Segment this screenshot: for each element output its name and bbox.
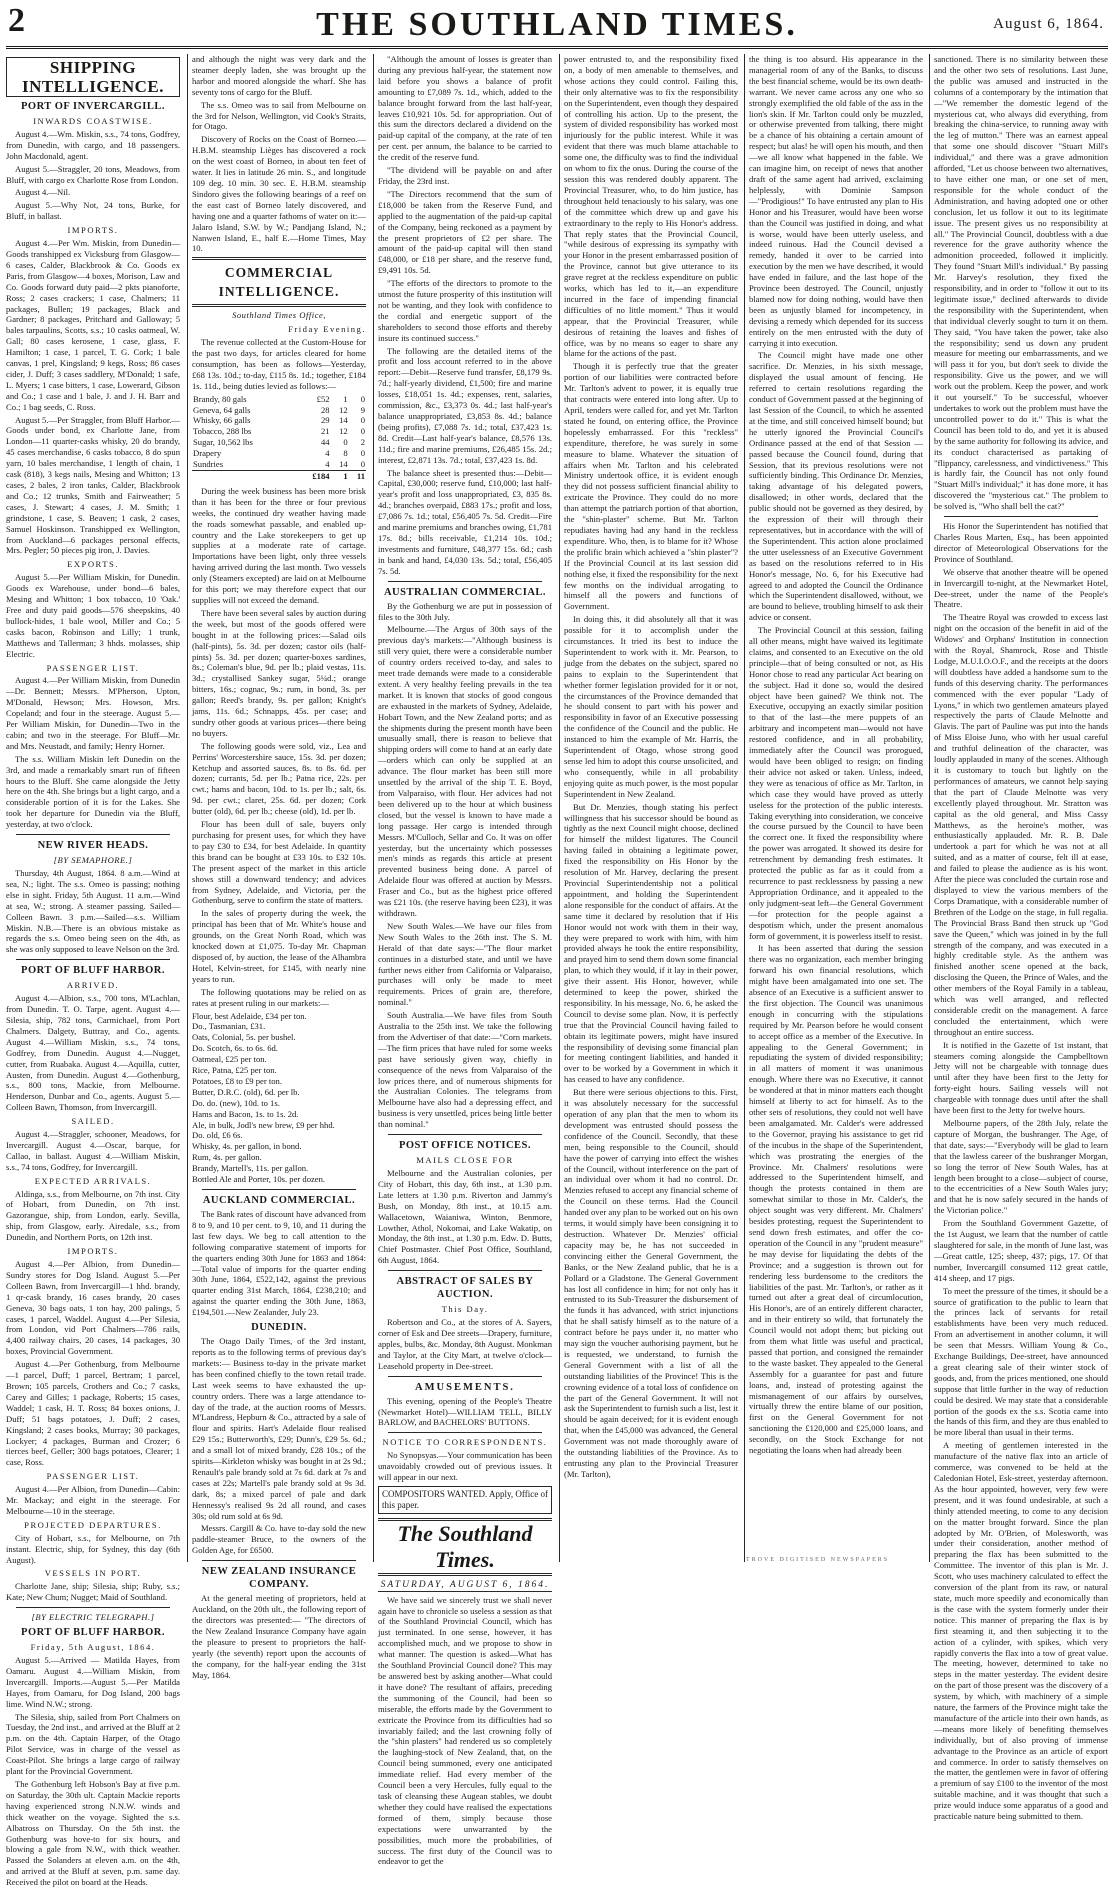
duty-pounds: 28	[320, 404, 330, 415]
bluff2-text: August 5.—Arrived — Matilda Hayes, from Oamaru. August 4.—William Miskin, from Invercargill. Imports.—August 5.—Per Matilda Hayes, from Oamaru, for Dog Island, 200 bags lime. Wind N.W.; strong.	[6, 1655, 180, 1709]
australian-intro: By the Gothenburg we are put in possession of files to the 30th July.	[378, 600, 552, 622]
lead-text: and although the night was very dark and the steamer deeply laden, she was brought up the harbor and moored alongside the wharf. She has seventy tons of cargo for the Bluff.	[192, 54, 366, 97]
footer-watermark: TROVE DIGITISED NEWSPAPERS	[746, 1557, 890, 1563]
column-4	[564, 54, 738, 1562]
duty-pounds: 4	[325, 459, 330, 470]
column-3	[378, 54, 552, 1867]
theatre-royal-note: The Theatre Royal was crowded to excess last night on the occasion of the benefit in aid of the Widows' and Orphans' Institution in connection with the Royal, Shamrock, Rose and Thistle Lodge, M.U.I.O.O.F., and the receipts at the doors will doubtless have added a handsome sum to the funds of this deserving charity. The performances commenced with the ever popular "Lady of Lyons," in which two gentlemen amateurs played respectively the parts of Claude Melnotte and Glavis. The part of Pauline was put into the hands of Miss Eloise Juno, who with her usual careful and truthful delineation of the character, was loudly applauded in many of the scenes. Although it is customary to touch but lightly on the performances of amateurs, we cannot help saying that the part of Claude Melnotte was very excellently played throughout. Mr. Stratton was capital as the old general, and Miss Cassy Matthews, as the heroine's mother, was enthusiastically applauded. Mr. R. B. Dale undertook a part for which he was not at all suited, and as a matter of course, felt ill at ease, and failed to please the audience as is his wont. After the piece was concluded the curtain rose and displayed to view the various members of the Corps Dramatique, with a considerable number of Brethren of the Lodge on the stage, in full regalia. The Provincial Brass Band then struck up "God save the Queen," which was joined in by the full strength of the company, and was executed in a highly creditable style. As the anthem was finished another scene opened at the back, disclosing the Queen, the Prince of Wales, and the other members of the Royal Family in a tableau, which was well arranged, and reflected considerable credit on the management. A farce concluded the entertainment, which were throughout an entire success.	[934, 612, 1108, 1037]
divider	[16, 959, 170, 960]
duty-item: Brandy, 80 gals	[193, 393, 247, 404]
divider	[192, 257, 366, 260]
passenger2-text: August 4.—Per Albion, from Dunedin—Cabin: Mr. Mackay; and eight in the steerage. For Melbourne—10 in the steerage.	[6, 1484, 180, 1516]
efforts-text: "The efforts of the directors to promote to the utmost the future prosperity of this institution will not be wanting, and they look with confidence to the cordial and energetic support of the shareholders to second those efforts and thereby insure its continued success."	[378, 278, 552, 343]
quotation-line: Do. do. (new), 10d. to 1s.	[192, 1097, 280, 1108]
shipping-heading: SHIPPING INTELLIGENCE.	[6, 57, 180, 97]
office-label: Southland Times Office,	[232, 310, 326, 321]
duty-pence: 0	[360, 393, 365, 404]
quotation-line: Do., Tasmanian, £31.	[192, 1021, 266, 1032]
post-heading: POST OFFICE NOTICES.	[398, 1140, 532, 1152]
inwards-entry: August 4.—Wm. Miskin, s.s., 74 tons, Godfrey, from Dunedin, with cargo, and 18 passengers. John Macdonald, agent.	[6, 128, 180, 161]
duty-total-pence: 11	[349, 471, 366, 482]
balance-text: The following are the detailed items of the profit and loss account referred to in the above report:—Debit—Reserve fund transfer, £8,179 9s. 7d.; half-yearly dividend, £1,500; fire and marine losses, £18,051 1s. 4d.; expenses, rent, salaries, commission, &c., £3,373 0s. 4d.; last half-year's balance unappropriated, £3,853 8s. 4d.; balance (being profits), £7,088 7s. 1d.; total, £37,423 1s. 8d. Credit—Last half-year's balance, £8,576 13s. 11d.; fire and marine premiums, £26,485 15s. 2d.; interest, £2,871 13s. 7d.; total, £37,423 1s. 8d.	[378, 345, 552, 465]
quotation-line: Do. old, £6 6s.	[192, 1130, 243, 1141]
wholesale-text: The following goods were sold, viz., Lea and Perrins' Worcestershire sauce, 15s. 3d. per dozen; Ketchup and assorted sauces, 8s. to 8s. 6d. per dozen; currants, 5d. per lb.; Patna rice, 22s. per cwt.; hams and bacon, 10d. to 1s. per lb.; salt, 6s. 9d. per cwt.; claret, 25s. 6d. per dozen; Cork butter (old), 6d. per lb.; cheese (old), 1d. per lb.	[192, 740, 366, 817]
leader-flag: The Southland Times.	[378, 1518, 552, 1576]
imports-text: August 4.—Per Wm. Miskin, from Dunedin—Goods transhipped ex Vicksburg from Glasgow—6 cases, Calder, Blackbrook & Co. Goods ex Paris, from Glasgow—4 boxes, Morison, Law and Co. Goods forward duty paid—2 pkts pianoforte, Ross; 2 cases crackers; 1 case, Chalmers; 11 packages, Bullen; 19 packages, Black and Gardner; 8 packages, Pritchard and Galloway; 5 bales tarpaulins, Scotts, s.s.; 10 casks oatmeal, W. Gall; 80 cases kerosene, 1 case, glass, F. Hamilton; 1 case, 1 parcel, T. G. Cork; 1 bale canvas, 1 prel, Kingsland; 9 kegs, Ross; 86 cases cider, J. Duff; 3 cases saddlery, M'Donald; 1 safe, L. Myers; 1 case bitters, 1 case, Lowerard, Gibson and Co.; 1 case and 1 bale, J. and J. H. Barr and Co.; 1 bag seeds, C. Ross.	[6, 238, 180, 412]
amusements-heading: AMUSEMENTS.	[415, 1381, 515, 1393]
notice-text: No Synopsyas.—Your communication has been unavoidably crowded out of previous issues. It will appear in our next.	[378, 1450, 552, 1483]
quotation-line: Hams and Bacon, 1s. to 1s. 2d.	[192, 1108, 299, 1119]
quotation-line: Rice, Patna, £25 per ton.	[192, 1065, 277, 1076]
duty-total-shillings: 1	[331, 471, 349, 482]
quotation-line: Whisky, 4s. per gallon, in bond.	[192, 1141, 302, 1152]
commercial-heading: COMMERCIAL INTELLIGENCE.	[218, 265, 340, 300]
silesia-text: The Silesia, ship, sailed from Port Chalmers on Tuesday, the 2nd inst., and arrived at the Bluff at 2 p.m. on the 4th. Captain Harper, of the Otago Pilot Service, was in charge of the vessel as Coast-Pilot. She brings a large cargo of railway plant for the Provincial Government.	[6, 1711, 180, 1777]
dunedin-heading: DUNEDIN.	[251, 1322, 307, 1334]
imports2-label: IMPORTS.	[67, 1246, 119, 1257]
quotation-line: Rum, 4s. per gallon.	[192, 1152, 262, 1163]
duty-pence: 0	[360, 459, 365, 470]
expected-label: EXPECTED ARRIVALS.	[34, 1175, 152, 1186]
duty-row	[192, 426, 366, 437]
port-heading: PORT OF INVERCARGILL.	[20, 101, 166, 112]
projected-text: City of Hobart, s.s., for Melbourne, on 7th instant. Electric, ship, for Sydney, this day (6th August).	[6, 1532, 180, 1565]
duty-pounds: 21	[320, 426, 330, 437]
inwards-entry: August 5.—Straggler, 20 tons, Meadows, from Bluff, with cargo ex Charlotte Rose from London.	[6, 163, 180, 185]
gothenburg-note: The Gothenburg left Hobson's Bay at five p.m. on Saturday, the 30th ult. Captain Mackie reports having experienced strong N.N.W. winds and thick weather on the voyage. Sighted the s.s. Albatross on Thursday. On the 5th inst. the Gothenburg was hove-to for six hours, and blowing a gale from N.W., with thick weather. Passed the Solanders at eleven a.m. on the 4th, and arrived at the Bluff at seven, p.m. same day. Received the pilot on board at the Heads.	[6, 1778, 180, 1888]
superintendent-note: His Honor the Superintendent has notified that Charles Rous Marten, Esq., has been appointed director of Meteorological Observations for the Province of Southland.	[934, 521, 1108, 564]
leader-date: SATURDAY, AUGUST 6, 1864.	[378, 1580, 552, 1592]
column-2	[192, 54, 366, 1680]
quotation-line: Do. Scotch, 6s. to 6s. 6d.	[192, 1043, 278, 1054]
mails-label: MAILS CLOSE FOR	[416, 1155, 514, 1166]
auckland-heading: AUCKLAND COMMERCIAL.	[202, 1195, 356, 1206]
duty-row	[192, 405, 366, 416]
quotation-line: Butter, D.R.C. (old), 6d. per lb.	[192, 1086, 300, 1097]
divider	[388, 1376, 542, 1377]
duty-row	[192, 437, 366, 448]
duty-shillings: 8	[343, 448, 348, 459]
inwards-entry: August 5.—Why Not, 24 tons, Burke, for Bluff, in ballast.	[6, 200, 180, 222]
duty-total-spacer	[192, 471, 298, 482]
sailed-label: SAILED.	[71, 1116, 115, 1127]
duty-pounds: £52	[316, 393, 330, 404]
duty-pence: 2	[360, 437, 365, 448]
duties-table	[192, 394, 366, 482]
duty-pounds: 29	[320, 415, 330, 426]
imports2-text: August 4.—Per Albion, from Dunedin—Sundry stores for Dog Island. August 5.—Per Colleen Bawn, from Invercargill—1 hhd. brandy, 1 qr-cask brandy, 16 cases brandy, 20 cases Geneva, 30 bags oats, 1 ton hay, 200 palings, 5 cases, 1 parcel, Waddel. August 4.—Per Silesia, from London, vid Port Chalmers—786 rails, 4,400 railway chairs, 20 cases, 14 packages, 30 boxes, Provincial Government.	[6, 1259, 180, 1357]
duty-row	[192, 394, 366, 405]
divider	[388, 1134, 542, 1135]
nsw-text: New South Wales.—We have our files from New South Wales to the 26th inst. The S. M. Herald of that date says:—"The flour market continues in a disturbed state, and until we have further news either from California or Valparaiso, purchases will only be made to meet requirements. Prices of grain are, therefore, nominal."	[378, 920, 552, 1008]
divider	[944, 516, 1098, 517]
duty-shillings: 12	[339, 426, 348, 437]
australian-heading: AUSTRALIAN COMMERCIAL.	[383, 586, 547, 598]
duty-item: Sundries	[193, 459, 224, 470]
revenue-text: The revenue collected at the Custom-House for the past two days, for articles cleared for home consumption, has been as follows—Yesterday, £68 13s. 10d.; to-day, £115 8s. 1d.; together, £184 1s. 11d., being duties levied as follows:—	[192, 337, 366, 391]
divider	[202, 1560, 356, 1561]
column-1	[6, 54, 180, 1888]
auckland-text: The Bank rates of discount have advanced from 8 to 9, and 10 per cent. to 9, 10, and 11 during the last few days. We beg to call attention to the following comparative statement of imports for the quarters ending 30th June for 1863 and 1864:—Total value of imports for the quarter ending 30th June, 1864, £522,142, against the previous quarter ending 31st March, 1864, £238,210; and against the quarter ending the 30th June, 1863, £194,501.—New Zealander, July 23.	[192, 1209, 366, 1318]
column-rule	[744, 54, 745, 1562]
exports-label: EXPORTS.	[67, 559, 119, 570]
this-day-label: This Day.	[441, 1304, 489, 1315]
leader-cont-7: The Council might have made one other sacrifice. Dr. Menzies, in his sixth message, displayed the usual amount of fencing. He referred to certain resolutions regarding the conduct of Government passed at the beginning of last Session of the Council, to which he assented at the time, and still conceived himself bound; but he utterly ignored the Provincial Council's Ordinance passed at the end of that Session — passed because the Council found, during that Session, that its previous resolutions were not sufficiently binding. This Ordinance Dr. Menzies, taking advantage of his delegated powers, disallowed; in other words, declared that the public should not be governed as they desired, by the expression of their will through their representatives, but in accordance with the will of the Superintendent. This action alone proclaimed the utter uselessness of an Executive Government as based on the resolutions referred to in His Honor's message, No. 6, for his Executive had agreed to and adopted the Council the Ordinance which the Superintendent disallowed, without, we are bound to believe, troubling himself to ask their advice or consent.	[749, 350, 923, 623]
divider	[16, 1607, 170, 1608]
melbourne-papers-note: Melbourne papers, of the 28th July, relate the capture of Morgan, the bushranger. The Age, of that date, says:—"Everybody will be glad to learn that the lawless career of the bushranger Morgan, so long the terror of New South Wales, has at length been brought to a close—subject of course, to the eccentricities of a New South Wales jury; and that he is now safely secured in the hands of the Victorian police."	[934, 1118, 1108, 1216]
newspaper-title: THE SOUTHLAND TIMES.	[316, 6, 798, 43]
hotel-note: We observe that another theatre will be opened in Invercargill to-night, at the Newmarket Hotel, Dee-street, under the name of the People's Theatre.	[934, 566, 1108, 610]
duty-row	[192, 448, 366, 459]
inwards-label: INWARDS COASTWISE.	[33, 116, 153, 126]
sa-text: South Australia.—We have files from South Australia to the 25th inst. We take the following from the Advertiser of that date:—"Corn markets.—The firm prices that have ruled for some weeks past have seriously given way, chiefly in consequence of the news from Valparaiso of the low prices there, and of numerous shipments for the Australian Colonies. The telegrams from Melbourne have also had a depressing effect, and business is very unsettled, prices being little better than nominal."	[378, 1010, 552, 1130]
duty-shillings: 14	[339, 415, 348, 426]
abstract-heading: ABSTRACT OF SALES BY AUCTION.	[396, 1276, 534, 1301]
columns	[6, 54, 1108, 1888]
masthead	[6, 4, 1108, 49]
divider	[388, 1270, 542, 1271]
passenger-label: PASSENGER LIST.	[46, 662, 140, 673]
sailed-text: August 4.—Straggler, schooner, Meadows, for Invercargill. August 4.—Oscar, barque, for Callao, in ballast. August 4.—William Miskin, s.s., 74 tons, Godfrey, for Invercargill.	[6, 1129, 180, 1172]
duty-pounds: 44	[320, 437, 330, 448]
projected-label: PROJECTED DEPARTURES.	[24, 1519, 162, 1530]
telegraph-label: [BY ELECTRIC TELEGRAPH.]	[31, 1612, 155, 1623]
arrived-text: August 4.—Albion, s.s., 700 tons, M'Lachlan, from Dunedin. T. O. Tarpe, agent. August 4.—Silesia, ship, 782 tons, Carmichael, from Port Chalmers. Dalgety, Buttray, and Co., agents. August 4.—William Miskin, s.s., 74 tons, Godfrey, from Dunedin. August 4.—Nugget, cutter, from Ruabaka. August 4.—Aquilla, cutter, Austen, from Dunedin. August 4.—Gothenburg, s.s., 800 tons, Mackie, from Melbourne. Henderson, Dunbar and Co., agents. August 5.—Colleen Bawn, Thomson, from Invercargill.	[6, 993, 180, 1113]
passengers-text: August 4.—Per William Miskin, from Dunedin—Dr. Bennett; Messrs. M'Pherson, Upton, M'Donald, Hewson; Mrs. Howson, Mrs. Copeland; and four in the steerage. August 5.—Per William Miskin, for Dunedin—Two in the cabin; and two in the steerage. For Bluff—Mr. and Mrs. Neustadt, and family; Henry Horner.	[6, 675, 180, 751]
duty-item: Drapery	[193, 448, 222, 459]
leader-cont-8: The Provincial Council at this session, failing all other means, might have waived its legitimate claims, and consented to an Executive on the old principle—that of being consulted or not, as His Honor chose to read any particular Act bearing on the subject. Had it done so, would the desired object have been gained? We think not. The Executive, occupying an exactly similar position to that of the last—the mere puppets of an arbitrary and incompetent man—would not have restored confidence, and in all probability, immediately after the Council was prorogued, would have been obliged to resign; on finding their advice not asked or taken. Unless, indeed, they were as tenacious of office as Mr. Tarlton, in which case they would have proved as utterly useless for the protection of the public interests. Taking everything into consideration, we conceive the course pursued by the Council to have been the correct one. It fixed the responsibility where the power was arrogated. It showed its desire for retrenchment by demanding fresh estimates. It protected the public as far as it could from a recurrence to past recklessness by passing a new Appropriation Ordinance, and it appealed to the only judgment-seat left—the General Government—for protection for the people against a despotism which, under the present anomalous form of government, it is powerless itself to resist.	[749, 625, 923, 941]
duty-shillings: 12	[339, 404, 348, 415]
expected-text: Aldinga, s.s., from Melbourne, on 7th inst. City of Hobart, from Dunedin, on 7th inst. Gazorangue, ship, from London, early. Sevilla, ship, from Glasgow, early. Airedale, s.s., from Dunedin, and Northern Ports, on 12th inst.	[6, 1188, 180, 1243]
semaphore-label: [BY SEMAPHORE.]	[53, 855, 133, 866]
vessels-label: VESSELS IN PORT.	[44, 1568, 142, 1579]
insurance-heading: NEW ZEALAND INSURANCE COMPANY.	[201, 1566, 357, 1591]
exports-text: August 5.—Per William Miskin, for Dunedin. Goods ex Warehouse, under bond—6 bales, Mesing and Whitton; 1 box tobacco, 10 'Oak.' Free and duty paid goods—576 sheepskins, 40 bullock-hides, 1 bale wool, Miller and Co.; 5 casks bacon, Robinson and Lilly; 1 trunk, Matthews and Tallerman; 3 hhds. molasses, ship Electric.	[6, 572, 180, 659]
compositors-ad: COMPOSITORS WANTED. Apply, Office of this paper.	[378, 1486, 552, 1514]
abstract-text: Robertson and Co., at the stores of A. Sayers, corner of Esk and Dee streets—Drapery, furniture, apples, bulbs, &c. Monday, 8th August. Monkman and Taylor, at the City Mart, at twelve o'clock—Leasehold property in Dee-street.	[378, 1317, 552, 1371]
inwards-list	[6, 129, 180, 222]
duty-total-pounds: £184	[298, 471, 331, 482]
notice-heading: NOTICE TO CORRESPONDENTS.	[382, 1437, 548, 1448]
duty-pence: 9	[360, 404, 365, 415]
leader-cont-9: It has been asserted that during the session there was no organization, each member bringing forward his own financial resolutions, which might have been amalgamated into one set. The absence of an Executive is a sufficient answer to the first objection. The Council was unanimous enough in concurring with the stipulations required by Mr. Pearson before he would consent to accept office as a member of the Executive. In appealing to the General Government; in repudiating the system of divided responsibility; in all matters of moment it was unanimous enough. Where there was no Executive, it cannot be wondered at that in minor matters each thought himself at liberty to act for himself. As to the other sets of resolutions, they could not well have been amalgamated. Mr. Calder's were addressed to the Governor, praying his assistance to get rid of the incubus in the shape of the Superintendent, which was prostrating the energies of the Province. Mr. Chalmers' resolutions were addressed to the Superintendent himself, and though the protests contained in them are somewhat similar to those in Mr. Calder's, the object sought was very different. Mr. Chalmers' besides protesting, request the Superintendent to send down fresh estimates, and offer the co-operation of the Council in any "prudent measure" he may devise for liquidating the debts of the Province; and a suggestion is thrown out for rendering less burdensome to the creditors the liabilities of the past. Mr. Tarlton's, or rather as it turned out after a great deal of circumlocution, His Honor's, are of an entirely different character, and in their entirety so wild, that fortunately the Council would not adopt them; but picking out from them what little was useful and practical, passed that portion, and consigned the remainder to the waste basket. They appealed to the General Assembly for a guarantee for past and future loans, and, instead of protesting against the mismanagement of our affairs by ourselves, virtually threw the entire blame of our position, first on the General Government for not sanctioning the £120,000 and £25,000 loans, and secondly, on the Stock Exchange for not negotiating the loans when had already been	[749, 943, 923, 1456]
quotation-line: Brandy, Martell's, 11s. per gallon.	[192, 1163, 309, 1174]
quotations-list	[192, 1011, 366, 1186]
duty-item: Geneva, 64 galls	[193, 404, 251, 415]
column-rule	[187, 54, 188, 1562]
leader-cont-2: Though it is perfectly true that the greater portion of our liabilities were contracted before Mr. Tarlton's advent to power, it is equally true that contracts were entered into long after. Up to April, tenders were called for, and yet Mr. Tarlton stated he found, on entering office, the Province hopelessly embarrassed. For this "reckless" expenditure, therefore, he was surely in some measure to blame. Whatever the situation of affairs when Mr. Tarlton and his celebrated Ministry undertook office, it is evident enough they did not possess sufficient financial ability to extricate the Province. They could do no more than attempt the patriarch portion of that abortion, the "shin-plaster" scheme. But Mr. Tarlton repudiates having had any hand in the reckless expenditure. Who, then, is to blame for it? Whose the prolific brain which achieved a "shin plaster"? If the Provincial Council at its last session did nothing else, it fixed the responsibility for the next few months on the individual arrogating to himself all the powers and functions of Government.	[564, 361, 738, 612]
dividend-text: "The dividend will be payable on and after Friday, the 23rd inst.	[378, 165, 552, 186]
bluff2-date: Friday, 5th August, 1864.	[30, 1642, 156, 1653]
inwards-entry: August 4.—Nil.	[15, 187, 71, 198]
quotation-line: Flour, best Adelaide, £34 per ton.	[192, 1010, 307, 1021]
leader-text: We have said we sincerely trust we shall never again have to chronicle so useless a session as that of the Southland Provincial Council, which has just terminated. In one sense, however, it has accomplished much, and we propose to show in what manner. The question is asked—What has the Southland Provincial Council done? This may be answered best by asking another—What could it have done? The resultant of affairs, preceding the summoning of the Council, had been so miserable, the efforts made by the Government to extricate the Province from its difficulties had so invariably failed; and the last crowning folly of the "shin plasters" had rendered us so completely the laughing-stock of New Zealand, that, on the Council being summoned, every one anticipated immediate relief. Had every member of the Council been a very Hercules, fully equal to the task of cleansing these Augean stables, we doubt whether they could have realised the expectations formed of them, simply because those expectations were unwarranted by the possibilities, much more the probabilities, of success. The first duty of the Council was to endeavor to get the	[378, 1594, 552, 1867]
divider	[202, 1189, 356, 1190]
times-note: To meet the pressure of the times, it should be a source of gratification to the public to learn that the princes lack of servants for retail establishments have been very much reduced. From an advertisement in another column, it will be seen that Messrs. William Young & Co., Exchange Buildings, Dee-street, have announced a great clearing sale of their winter stock of goods, and, from the prices mentioned, one should suppose that little further in the way of reduction could be desired. We may state that a considerable portion of the goods ex the s.s. Scotia came into the hands of this firm, and they are thus enabled to be more liberal than usual in their terms.	[934, 1285, 1108, 1438]
column-5	[749, 54, 923, 1562]
quotation-line: Oats, Colonial, 5s. per bushel.	[192, 1032, 296, 1043]
insurance-text: At the general meeting of proprietors, held at Auckland, on the 20th ult., the following report of the directors was presented:— "The directors of the New Zealand Insurance Company have again the pleasure to present to proprietors the half-yearly (the seventh) report upon the accounts of the company, for the half-year ending the 31st May, 1864.	[192, 1593, 366, 1680]
sheet-text: The balance sheet is presented thus:—Debit—Capital, £30,000; reserve fund, £10,000; last half-year's profit and loss unappropriated, £3, 835 8s. 4d.; branches overpaid, £883 17s.; profit and loss, £7,086 7s. 1d.; total, £56,405 7s. 5d. Credit—Fire and marine premiums and branches owing, £1,781 17s. 8d.; bills receivable, £1,214 10s. 10d.; investments and furniture, £48,377 15s. 6d.; cash in bank and hand, £4,030 13s. 5d.; total, £56,405 7s. 5d.	[378, 467, 552, 576]
column-rule	[559, 54, 560, 1562]
omeo-text: The s.s. Omeo was to sail from Melbourne on the 3rd for Nelson, Wellington, vid Cook's Straits, for Otago.	[192, 99, 366, 132]
column-rule	[929, 54, 930, 1562]
duty-item: Sugar, 10,562 lbs	[193, 437, 253, 448]
leader-cont-5: But there were serious objections to this. First, it was absolutely necessary for the successful operation of any plan that the men to whom its development was entrusted should possess the confidence of the Council. Secondly, that these men, being responsible to the Council, should have the power of carrying into effect the wishes of the Council, without interference on the part of an individual over whom it had no control. Dr. Menzies refused to accept any financial scheme of the Council on these terms. Had the Council handed over any plan to be worked out on his own terms, it would simply have been consigning it to destruction. Whatever Dr. Menzies' official capacity may be, he has not succeeded in convincing either the General Government, the Banks, or the New Zealand public, that he is a Pollard or a Gladstone. The General Government has lost all confidence in him; for not only has it entrusted to its Sub-Treasurer the disbursement of the funds it has advanced, with strict injunctions that he shall satisfy himself as to the nature of a contract before he pays under it, no matter who may sign the voucher authorising payment, but he is requested, we understand, to furnish the General Government with a list of all the outstanding liabilities of the Province! This is the crowning evidence of a total loss of confidence on the part of the General Government. It will not ask the Superintendent to furnish such a list, lest it should be again deceived; for it is evident enough that, when the £45,000 was advanced, the General Government was not made thoroughly aware of the outstanding liabilities of the Province. As to entrusting any plan to the Provincial Treasurer (Mr. Tarlton),	[564, 1087, 738, 1479]
duty-shillings: 1	[343, 393, 348, 404]
cargill-text: Messrs. Cargill & Co. have to-day sold the new paddle-steamer Bruce, to the owners of the Golden Age, for £6500.	[192, 1523, 366, 1556]
post-text: Melbourne and the Australian colonies, per City of Hobart, this day, 6th inst., at 1.30 p.m. Late letters at 1.30 p.m. Riverton and Jammy's Bush, on Monday, 8th inst., at 10.15 a.m. Wallacetown, Waianiwa, Winton, Benmore, Lowther, Athol, Nokomai, and Lake Wakatip, on Monday, the 8th inst., at 1.30 p.m. Edw. D. Butts, Chief Postmaster. Chief Post Office, Southland, 6th August, 1864.	[378, 1168, 552, 1266]
quotation-line: Oatmeal, £25 per ton.	[192, 1054, 267, 1065]
office-date: Friday Evening.	[288, 324, 366, 335]
arrived-label: ARRIVED.	[66, 980, 120, 991]
miskin-note: The s.s. William Miskin left Dunedin on the 3rd, and made a remarkably smart run of fifteen hours to the Bluff. She came alongside the Jetty here on the 4th. She brings but a light cargo, and a considerable portion of it is for the Lakes. She took her departure for Dunedin via the Bluff, yesterday, at two o'clock.	[6, 753, 180, 830]
duty-shillings: 0	[343, 437, 348, 448]
leader-cont-1: power entrusted to, and the responsibility fixed on, a body of men amenable to themselves, and whose actions they could control. Failing this, their only alternative was to fix the responsibility on the Superintendent, even though they despaired of controlling his action. Up to the present, the system of divided responsibility has worked most injuriously for the public interest. While it was evident that there was much blame attachable to some one, the difficulty was to find the individual on whom to fix the onus. During the course of the session this was rendered doubly apparent. The Provincial Treasurer, who, to do him justice, has throughout held tenaciously to his salary, was one of the committee which drew up and gave his extraordinary to the reply to His Honor's address. That reply states that the Provincial Council, "while desirous of expressing its sympathy with your Honor in the present embarrassed position of the Province, cannot but give utterance to its grave regret at the reckless expenditure on public works, which has led to it,—an expenditure incurred in the face of impending financial difficulties of no little moment." Thus it would appear, that the Provincial Treasurer, while desirous of retaining the loaves and fishes of office, was by no means so eager to share any blame for the actions of the past.	[564, 54, 738, 359]
passenger2-label: PASSENGER LIST.	[46, 1471, 140, 1482]
quotation-line: Bottled Ale and Porter, 10s. per dozen.	[192, 1174, 326, 1185]
imports-text-2: August 5.—Per Straggler, from Bluff Harbor.—Goods under bond, ex Charlotte Jane, from London—11 quarter-casks whisky, 20 do brandy, 45 cases merchandise, 6 casks tobacco, 8 do spun yarn, 10 bales merchandise, 1 length of chain, 1 cask (818), 3 kegs nails, Mesing and Whitton; 13 cases, 2 bales, 2 iron tanks, Calder, Blackbrook and Co.; 12 trunks, Smith and Fairweather; 5 cases, J. Stewart; 4 cases, J. M. Smith; 1 grindstone, 1 case, S. Beaven; 1 cask, 2 cases, Samuel Hoskinson. Transhipped ex Wellington, from Auckland—6 packages personal effects, Mrs. Pegler; 50 pieces pig iron, J. Davies.	[6, 414, 180, 556]
recommend-text: "The Directors recommend that the sum of £18,000 be taken from the Reserve Fund, and applied to the augmentation of the paid-up capital of the Company, being reckoned as a payment by the present proprietors of £2 per share. The amount of the paid-up capital will then stand £48,000, or £18 per share, and the reserve fund, £9,491 10s. 5d.	[378, 188, 552, 276]
divider	[16, 834, 170, 835]
duty-row	[192, 459, 366, 470]
issue-date: August 6, 1864.	[993, 16, 1104, 32]
quotation-line: Potatoes, £8 to £9 per ton.	[192, 1075, 282, 1086]
insurance-continued: "Although the amount of losses is greater than during any previous half-year, the statement now laid before you shows a balance of profit amounting to £7,089 7s. 1d., which, added to the balance brought forward from the last half-year, leaves £10,921 10s. 5d. for appropriation. Out of this sum the directors declared a dividend on the paid-up capital of the company, at the rate of ten per cent. per annum, the balance to be carried to the credit of the reserve fund.	[378, 54, 552, 163]
vessels-text: Charlotte Jane, ship; Silesia, ship; Ruby, s.s.; Kate; New Chum; Nugget; Maid of Southland.	[6, 1581, 180, 1603]
leader-end: sanctioned. There is no similarity between these and the other two sets of resolutions. Last June, the public was amused and instructed in the columns of a contemporary by the intimation that—"We remember the domestic legend of the mysterious cat, who always did everything, from breaking the china-service, to running away with the leg of mutton." There was an earnest appeal that some one should discover "Stuart Mill's individual," and there was a grave admonition afforded, "Let us choose between two alternatives, to have either one man, or one set of men, responsible for the whole conduct of the Administration, and having adopted one or other conclusion, let us follow it out to its legitimate issue. The present gives us no responsibility at all." The Provincial Council, doubtless with a due reverence for the grave authority whence the admonition proceeded, followed it implicitly. They found "Stuart Mill's individual." By passing Mr. Harvey's resolution, they fixed the responsibility, and in order to "follow it out to its legitimate issue," declined afterwards to divide the responsibility with the Superintendent, when that individual cleverly sought to turn it on them. They said, "You have taken the power, take also the responsibility; send us down any prudent measure for meeting our embarrassments, and we will pass it for you, but don't seek to divide the responsibility. Give us the power, and we will work out the problem. Keep the power, and work it out yourself." To be successful, whoever undertakes to work out the problem must have the uncontrolled power to do it." This is what the Council has been told to do, and yet it is abused by the same authority for following its advice, and its conduct characterised as partaking of "flippancy, carelessness, and vindictiveness." This is hardly fair, the Council has not only found "Stuart Mill's individual;" it has done more, it has discovered the "mysterious cat." The problem to be solved is, "Who shall bell the cat?"	[934, 54, 1108, 512]
market-text: During the week business has been more brisk than it has been for the three or four previous weeks, the continued dry weather having made the roads somewhat passable, and enabled up-country and the Lake storekeepers to get up supplies at a moderate rate of cartage. Importations have been light, only three vessels having arrived during the last month. Two vessels only (Steamers excepted) are laid on at Melbourne for this port; we may therefore expect that our supplies will not exceed the demand.	[192, 485, 366, 605]
leader-cont-6: the thing is too absurd. His appearance in the managerial room of any of the Banks, to discuss the best financial scheme, would be its own death-warrant. We never came across any one who so strongly exemplified the old fable of the ass in the lion's skin. If Mr. Tarlton could only be muzzled, or otherwise prevented from talking, there might be a chance of his obtaining a certain amount of respect; but alas! he will open his mouth, and then—we all know what happened in the fable. We can imagine him, on receipt of news that another draft of the same agent had arrived, exclaiming helplessly, with Dominie Sampson—"Prodigious!" To have entrusted any plan to His Honor and his Treasurer, would have been worse than the Council was justified in doing, and what is worse, would have been utterly useless, and indeed ruinous. Had the Council devised a remedy, handed it over to be carried into execution by the men we have described, it would have ended in failure, and the last hope of the Province been destroyed. The Council, unjustly blamed now for doing nothing, would have then been as unjustly blamed for incompetency, in devising a remedy which depended for its success entirely on the men entrusted with the duty of carrying it into execution.	[749, 54, 923, 348]
divider	[388, 581, 542, 582]
duty-item: Tobacco, 288 lbs	[193, 426, 252, 437]
duty-pence: 0	[360, 448, 365, 459]
flour-text: Flour has been dull of sale, buyers only purchasing for present uses, for which they have to pay £30 to £34, for best Adelaide. In quantity this brand can be bought at £33 10s. to £32 10s. The present aspect of the market in this article shows still a downward tendency; and advices from Sydney, Adelaide, and Victoria, per the Gothenburg, serve to confirm the state of matters.	[192, 819, 366, 906]
amusements-text: This evening, opening of the People's Theatre (Newmarket Hotel)—WILLIAM TELL, BILLY BARLOW, and BACHELORS' BUTTONS.	[378, 1395, 552, 1428]
gazette-return-note: From the Southland Government Gazette, of the 1st August, we learn that the number of cattle slaughtered for sale, in the month of June last, was—Great cattle, 125; sheep, 437; pigs, 17. Of that number, Invercargill consumed 112 great cattle, 414 sheep, and 17 pigs.	[934, 1218, 1108, 1283]
flax-note: A meeting of gentlemen interested in the manufacture of the native flax into an article of commerce, was convened to be held at the Caledonian Hotel, Esk-street, yesterday afternoon. As the hour appointed, however, very few were present, and it was found undesirable, at such a thinly attended meeting, to come to any decision on the matter brought forward. Since the plan adopted by Mr. O'Brien, of Molesworth, was under their consideration, another method of preparing the flax has been submitted to the Committee. The inventor of this plan is Mr. J. Scott, who uses machinery calculated to effect the conversion of the plant from its raw, or natural state, much more speedily and economically than is the case with the system formerly under their notice. This manner of preparing the flax is by first steaming it, and then subjecting it to the action of a cylinder, with spikes, which very rapidly converts the flax into a tow of great value. The meeting, however, determined to take no steps in the matter yesterday. The evident desire on the part of those present was the discovery of a system, by which, with machinery of a simple nature, the farmers of the Province might take the manufacture of the article into their own hands, as—means more likely of benefiting themselves individually, but of also proving of immense advantage to the Province as an article of export and commerce. In order to satisfy themselves on the matter, the gentlemen were in favor of offering a premium of say £100 to the inventor of the most suitable machine, and it was thought that such a prize would induce some apparatus of a good and practicable nature being submitted to them.	[934, 1440, 1108, 1822]
bluff-heading: PORT OF BLUFF HARBOR.	[21, 965, 165, 977]
page-number: 2	[8, 2, 25, 39]
property-text: In the sales of property during the week, the principal has been that of Mr. White's house and grounds, on the Great North Road, which was knocked down at £1,075. To-day Mr. Chapman disposed of, by auction, the lease of the Alhambra Hotel, Kelvin-street, for £145, with nearly nine years to run.	[192, 908, 366, 984]
leader-cont-4: But Dr. Menzies, though stating his perfect willingness that his successor should be bound as tightly as the next Council might choose, declined for himself the mildest ligatures. The Council having failed in obtaining a legitimate power, fixed the responsibility on His Honor by the resolution of Mr. Harvey, declaring the present Provincial Superintendentship not a political appointment, and holding the Superintendent alone responsible for the conduct of affairs. At the same time it declared by resolution that if His Honor would not work with them in their way, they were prepared to work with him, with him provided always he took the entire responsibility, and prayed him to send them down some financial plan, to which they would, if it lay in their power, give their assent. His Honor, however, while determined to keep the power, shirked the responsibility. In his message, No. 6, he asked the Council to devise some plan. Now, it is perfectly true that the Provincial Council having failed to obtain its legitimate powers, might have insured the responsibility of devising some financial plan for meeting contingent liabilities, and handed it over to be worked by a Government in which it has ceased to have any confidence.	[564, 801, 738, 1085]
duty-total-row	[192, 471, 366, 482]
divider	[388, 1432, 542, 1433]
newspaper-page	[6, 2, 1108, 1888]
gothenburg-imports: August 4.—Per Gothenburg, from Melbourne—1 parcel, Duff; 1 parcel, Bertram; 1 parcel, Brown; 105 parcels, Crothers and Co.; 7 casks, Carey and Gilles; 1 package, Roberts; 15 cases, Waddel; 1 cask, H. T. Ross; 84 boxes onions, J. Duff; 51 bags potatoes, J. Duff; 2 cases, Kingsland; 2 cases books, Murray; 30 packages, Lockyer; 4 packages, Burman and Crozer; 6 tierces beef, Geller; 300 bags potatoes, Clearer; 1 case, Ross.	[6, 1359, 180, 1468]
semaphore-text: Thursday, 4th August, 1864. 8 a.m.—Wind at sea, N.; light. The s.s. Omeo is passing; nothing else in sight. Friday, 5th August. 11 a.m.—Wind at sea, W.; strong. A steamer passing. Sailed—Colleen Bawn. 3 p.m.—Sailed—s.s. William Miskin. N.B.—There is an obvious mistake as regards the s.s. Omeo being seen on the 4th, as she was only supposed to leave Nelson on the 3rd.	[6, 868, 180, 955]
discovery-text: Discovery of Rocks on the Coast of Borneo.—H.B.M. steamship Lièges has discovered a rock on the west coast of Borneo, in about ten feet of water. It lies in latitude 26 min. S., and longitude 109 deg. 10 min. 30 sec. E. H.B.M. steamship Sindoro gives the following bearings of a reef on the east cast of Borneo lately discovered, and having one and a quarter fathoms of water on it:—Jalaro Island, S.W. by W.; Pandjang Island, N.; Nanwen Island, E., half E.—Home Times, May 10.	[192, 134, 366, 254]
gazette-note: It is notified in the Gazette of 1st instant, that steamers coming alongside the Campbelltown Jetty will not be chargeable with tonnage dues until after they have been first to the Jetty for forty-eight hours. Sailing vessels will not chargeable with tonnage dues until after the shall have been first to the Jetty for twelve hours.	[934, 1039, 1108, 1116]
leader-cont-3: In doing this, it did absolutely all that it was possible for it to accomplish under the circumstances. It tried its best to induce the Superintendent to work with it. Mr. Pearson, to judge from the debates on the subject, spared no pains to explain to the Superintendent that whether former legislation provided for it or not, the circumstances of the Province demanded that he should consent to part with his power and responsibility in favor of an Executive possessing the confidence of the Council and the public. He instanced to him the example of Mr. Harris, the Superintendent of Otago, whose strong good sense led him to adopt this course unsolicited, and who consequently, while in all probability enjoying quite as much power, is the most popular Superintendent in New Zealand.	[564, 614, 738, 799]
quotation-line: Ale, in bulk, Jodl's new brew, £9 per hhd.	[192, 1119, 335, 1130]
duty-pence: 0	[360, 415, 365, 426]
duty-row	[192, 415, 366, 426]
imports-label: IMPORTS.	[67, 225, 119, 236]
sales-text: There have been several sales by auction during the week, but most of the goods offered were bought in at the following prices:—Salad oils (half-pints), 5s. 3d. per dozen; castor oils (half-pints) 5s. 3d. per dozen; quarter-boxes sardines, 8s.; Coleman's blue, 9d. per lb.; plaid vestas, 11s. 3d.; crystallised Sankey sugar, 5¼d.; orange bitters, 16s.; cognac, 9s.; rum, in bond, 3s. per gallon; Reed's brandy, 9s. per gallon; Knight's jams, 11s. 6d.; Schnapps, 45s. per case; and sundry other goods at various prices—there being no buyers.	[192, 607, 366, 738]
bluff2-heading: PORT OF BLUFF HARBOR.	[21, 1627, 165, 1639]
duty-item: Whisky, 66 galls	[193, 415, 251, 426]
river-heads-heading: NEW RIVER HEADS.	[37, 840, 149, 852]
duty-pence: 0	[360, 426, 365, 437]
melbourne-text: Melbourne.—The Argus of 30th says of the previous day's markets:—"Although business is still very quiet, there were a considerable number of country orders received to-day, and sales to meet trade demands were made to a considerable extent. A very healthy feeling prevails in the tea market. It is known that stocks of good congous are exhausted in the markets of Sydney, Adelaide, Hobart Town, and the New Zealand ports; and as the shipments during the present month have been unusually small, there is reason to believe that shipping orders will come to hand at an early date—orders which can only be supplied at an advance. The flour market has been still more unsettled by the arrival of the ship T. E. Boyd, from Valparaiso, with flour. Her advices had not been delivered up to the hour at which business closed, but the vessel is known to have made a long passage. Her cargo is intended through Messrs. M'Culloch, Sellar and Co. It was on offer yesterday, but the uncertainty which possesses men's minds as regards this article at present prevented business being done. A parcel of Adelaide flour was offered at auction by Messrs. Fraser and Co., but as the highest price offered was £21 10s. (the reserve having been £23), it was withdrawn.	[378, 624, 552, 918]
column-6	[934, 54, 1108, 1822]
quotations-intro: The following quotations may be relied on as rates at present ruling in our markets:—	[192, 986, 366, 1008]
column-rule	[373, 54, 374, 1562]
dunedin-text: The Otago Daily Times, of the 3rd instant, reports as to the following terms of previous day's markets:— Business to-day in the private market has been confined chiefly to the town retail trade. Last week seems to have exhausted the up-country orders. There was a large attendance to-day of the trade, at the auction rooms of Messrs. M'Landress, Hepburn & Co., attracted by a sale of flour and spirits. Hart's Adelaide flour realised £29 15s.; Butterworth's, £29; Dunn's, £29 5s. 6d.; and a small lot of mixed brandy, £28 10s.; of the spirits—Kirkleton whisky was bought in at 2s 9d.; Renault's pale brandy sold at 7s 6d. dark at 7s and cases at 22s; Martell's pale brandy sold at 9s 3d. dark, 8s; a mixed parcel of pale and dark Hennessy's realised 9s 2d all round, and cases 30s; old rum sold at 6s 9d.	[192, 1336, 366, 1521]
divider	[192, 304, 366, 307]
duty-shillings: 14	[339, 459, 348, 470]
duty-pounds: 4	[325, 448, 330, 459]
